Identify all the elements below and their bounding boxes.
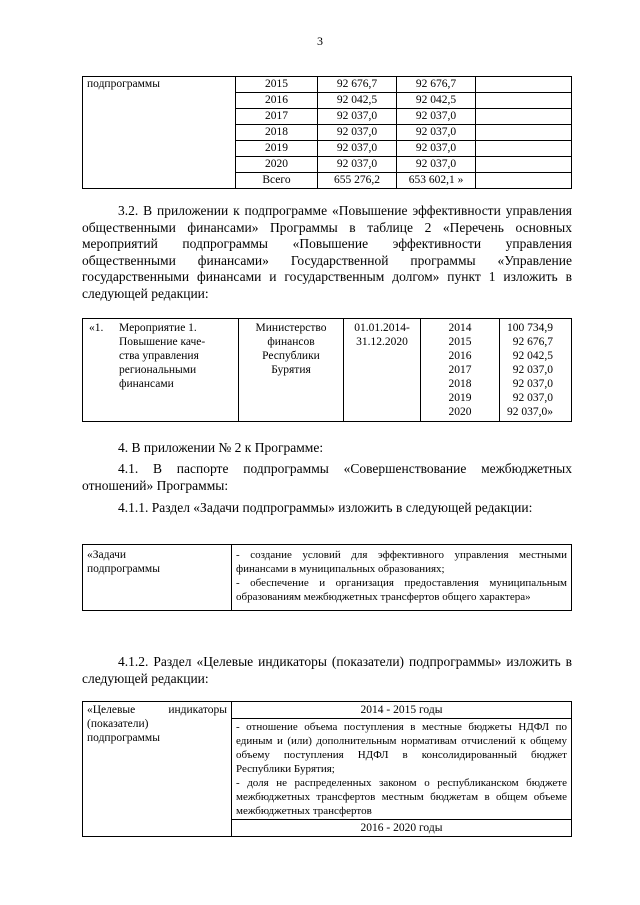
funding-value-2: 92 037,0	[397, 125, 476, 141]
paragraph-4-text: 4. В приложении № 2 к Программе:	[118, 440, 324, 455]
amount-value: 92 037,0	[512, 378, 553, 390]
tasks-content	[232, 545, 572, 611]
funding-year: 2017	[236, 109, 318, 125]
year-value: 2019	[448, 392, 472, 404]
funding-year: 2018	[236, 125, 318, 141]
funding-empty-cell	[476, 125, 572, 141]
indicators-content	[232, 719, 572, 820]
measure-values	[500, 319, 572, 422]
funding-year: 2019	[236, 141, 318, 157]
funding-value-2: 92 037,0	[397, 141, 476, 157]
amount-value: 100 734,9	[507, 322, 553, 334]
funding-value-2: 92 676,7	[397, 77, 476, 93]
funding-value-1: 92 037,0	[318, 157, 397, 173]
funding-year: Всего	[236, 173, 318, 189]
indicators-period-1: 2014 - 2015 годы	[232, 702, 572, 719]
funding-value-1: 655 276,2	[318, 173, 397, 189]
tasks-label-line: подпрограммы	[87, 563, 160, 575]
measure-line: Повышение каче-	[119, 336, 206, 348]
funding-value-2: 92 037,0	[397, 109, 476, 125]
funding-empty-cell	[476, 141, 572, 157]
task-item: - создание условий для эффективного управления местными финансами в муниципальных образованиях;	[236, 549, 567, 575]
paragraph-4-1	[82, 461, 572, 494]
responsible-line: Бурятия	[271, 364, 311, 376]
measure-line: ства управления	[119, 350, 199, 362]
year-value: 2015	[448, 336, 472, 348]
task-item: - обеспечение и организация предоставления муниципальным образованиям межбюджетных трансфертов общего характера»	[236, 577, 567, 603]
paragraph-4-1-text: 4.1. В паспорте подпрограммы «Совершенствование межбюджетных отношений» Программы:	[82, 461, 572, 493]
funding-empty-cell	[476, 157, 572, 173]
amount-value: 92 676,7	[512, 336, 553, 348]
paragraph-4-1-2-text: 4.1.2. Раздел «Целевые индикаторы (показатели) подпрограммы» изложить в следующей редакции:	[82, 654, 572, 686]
year-value: 2016	[448, 350, 472, 362]
measure-number: «1.	[83, 319, 116, 422]
indicators-label-word: «Целевые	[87, 704, 136, 716]
paragraph-4-1-1-text: 4.1.1. Раздел «Задачи подпрограммы» изложить в следующей редакции:	[118, 500, 533, 515]
indicators-label-line	[87, 703, 227, 717]
indicators-label-word: индикаторы	[168, 704, 227, 716]
tasks-table	[82, 544, 572, 611]
funding-value-2: 92 037,0	[397, 157, 476, 173]
funding-empty-cell	[476, 93, 572, 109]
year-value: 2018	[448, 378, 472, 390]
funding-empty-cell	[476, 77, 572, 93]
funding-value-1: 92 037,0	[318, 125, 397, 141]
tasks-label	[83, 545, 232, 611]
measure-line: региональными	[119, 364, 197, 376]
amount-value: 92 042,5	[512, 350, 553, 362]
indicator-item: - доля не распределенных законом о республиканском бюджете межбюджетных трансфертов местным бюджетам в общем объеме межбюджетных трансфертов	[236, 777, 567, 817]
funding-value-1: 92 037,0	[318, 109, 397, 125]
implementation-dates	[344, 319, 421, 422]
measure-years	[421, 319, 500, 422]
dates-line: 31.12.2020	[356, 336, 408, 348]
measures-table	[82, 318, 572, 422]
funding-year: 2016	[236, 93, 318, 109]
indicators-table	[82, 701, 572, 837]
paragraph-3-2	[82, 203, 572, 302]
year-value: 2014	[448, 322, 472, 334]
funding-value-1: 92 042,5	[318, 93, 397, 109]
indicator-item: - отношение объема поступления в местные бюджеты НДФЛ по единым и (или) дополнительным нормативам отчислений к общему объему поступления НДФЛ в консолидированный бюджет Республики Бурятия;	[236, 721, 567, 775]
indicators-label-line: подпрограммы	[87, 732, 160, 744]
funding-value-1: 92 037,0	[318, 141, 397, 157]
measure-line: финансами	[119, 378, 174, 390]
dates-line: 01.01.2014-	[354, 322, 410, 334]
funding-label: подпрограммы	[83, 77, 236, 189]
funding-table	[82, 76, 572, 189]
indicators-label-line: (показатели)	[87, 718, 149, 730]
paragraph-4-1-1	[82, 500, 572, 517]
funding-row	[83, 77, 572, 93]
funding-value-2: 653 602,1 »	[397, 173, 476, 189]
funding-empty-cell	[476, 109, 572, 125]
amount-value: 92 037,0	[512, 364, 553, 376]
tasks-label-line: «Задачи	[87, 549, 127, 561]
indicators-period-2: 2016 - 2020 годы	[232, 820, 572, 837]
funding-value-1: 92 676,7	[318, 77, 397, 93]
year-value: 2020	[448, 406, 472, 418]
measure-line: Мероприятие 1.	[119, 322, 197, 334]
funding-year: 2015	[236, 77, 318, 93]
paragraph-4-1-2	[82, 654, 572, 687]
page-number: 3	[317, 34, 323, 48]
funding-value-2: 92 042,5	[397, 93, 476, 109]
amount-value: 92 037,0»	[507, 406, 553, 418]
responsible-line: финансов	[267, 336, 315, 348]
indicators-label	[83, 702, 232, 837]
measure-name	[115, 319, 239, 422]
year-value: 2017	[448, 364, 472, 376]
responsible-line: Республики	[262, 350, 320, 362]
funding-year: 2020	[236, 157, 318, 173]
funding-empty-cell	[476, 173, 572, 189]
amount-value: 92 037,0	[512, 392, 553, 404]
paragraph-3-2-text: 3.2. В приложении к подпрограмме «Повышение эффективности управления общественными финансами» Программы в таблице 2 «Перечень основных мероприятий подпрограммы «Повышение эффективности управления общественными финансами» Государственной программы «Управление государственными финансами и государственным долгом» пункт 1 изложить в следующей редакции:	[82, 203, 572, 301]
paragraph-4	[82, 440, 572, 457]
responsible-line: Министерство	[255, 322, 327, 334]
responsible-executor	[239, 319, 344, 422]
